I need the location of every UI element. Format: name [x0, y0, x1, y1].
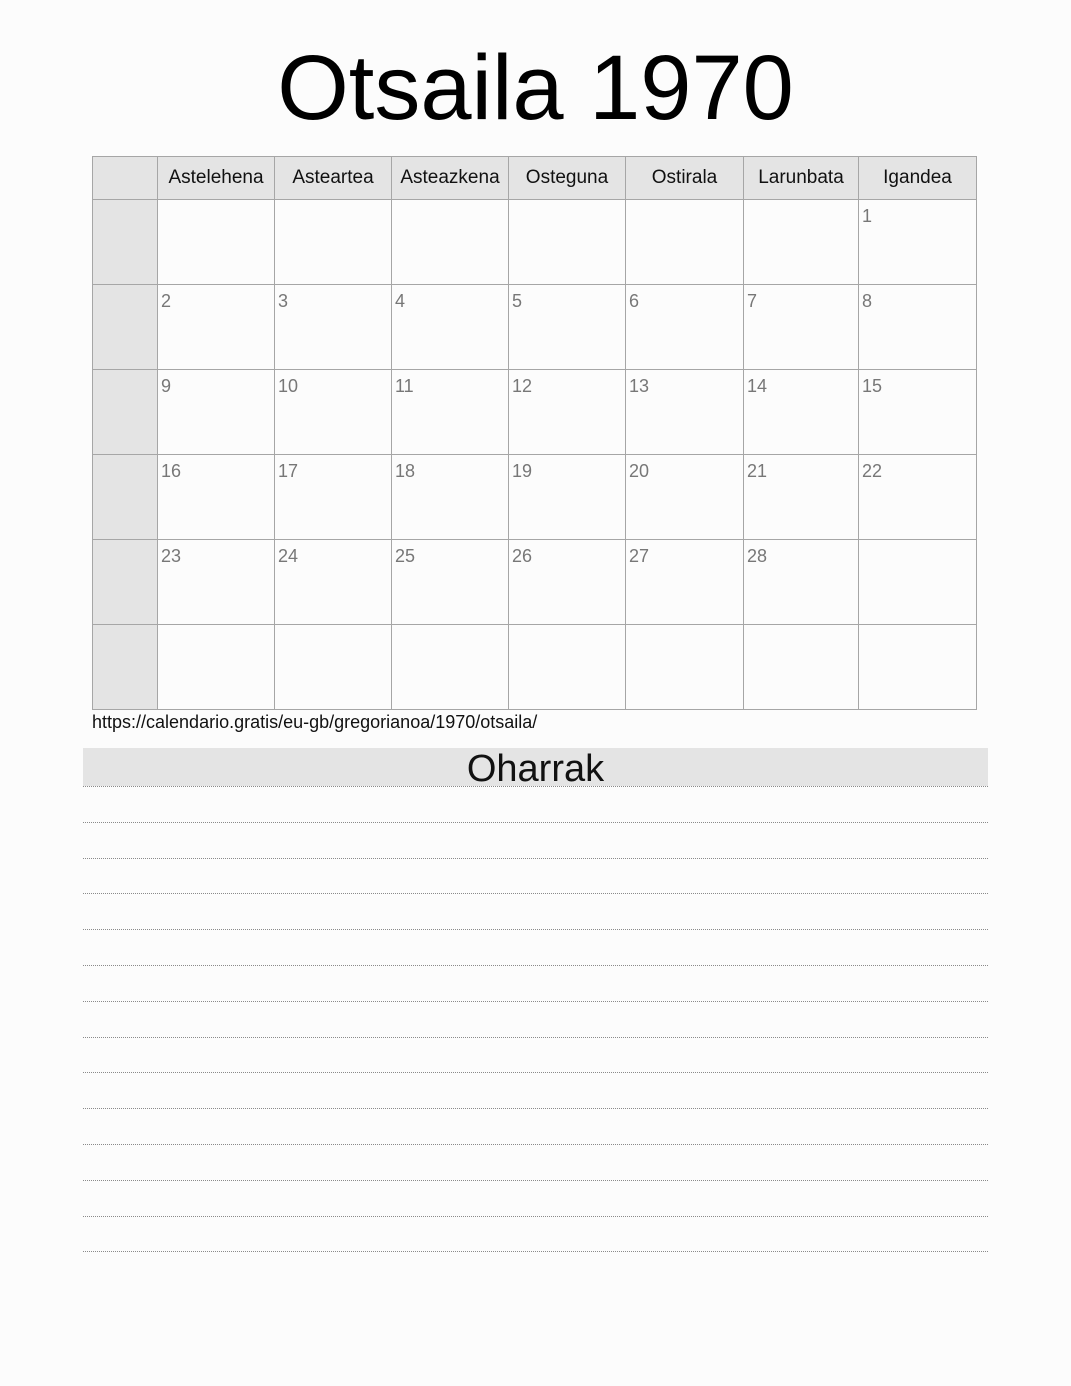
note-line — [83, 786, 988, 787]
note-line — [83, 1001, 988, 1002]
weekday-header: Igandea — [859, 157, 977, 200]
note-line — [83, 822, 988, 823]
week-number-cell — [93, 285, 158, 370]
day-cell: 7 — [744, 285, 859, 370]
day-cell: 15 — [859, 370, 977, 455]
day-cell: 5 — [509, 285, 626, 370]
day-cell — [744, 625, 859, 710]
note-line — [83, 893, 988, 894]
day-cell: 17 — [275, 455, 392, 540]
day-cell: 3 — [275, 285, 392, 370]
day-cell: 14 — [744, 370, 859, 455]
week-row — [93, 200, 977, 285]
day-cell — [859, 540, 977, 625]
week-number-cell — [93, 540, 158, 625]
day-cell — [509, 200, 626, 285]
day-cell — [158, 200, 275, 285]
day-cell — [275, 625, 392, 710]
day-cell: 13 — [626, 370, 744, 455]
week-row — [93, 370, 977, 455]
day-cell: 8 — [859, 285, 977, 370]
week-number-cell — [93, 200, 158, 285]
week-row — [93, 285, 977, 370]
day-cell: 25 — [392, 540, 509, 625]
day-cell: 28 — [744, 540, 859, 625]
day-cell: 9 — [158, 370, 275, 455]
day-cell: 21 — [744, 455, 859, 540]
weekday-header: Asteazkena — [392, 157, 509, 200]
note-line — [83, 1216, 988, 1217]
day-cell — [744, 200, 859, 285]
day-cell — [626, 625, 744, 710]
day-cell: 18 — [392, 455, 509, 540]
day-cell: 26 — [509, 540, 626, 625]
day-cell: 24 — [275, 540, 392, 625]
day-cell — [275, 200, 392, 285]
day-cell: 23 — [158, 540, 275, 625]
week-number-header — [93, 157, 158, 200]
note-line — [83, 1037, 988, 1038]
note-line — [83, 1108, 988, 1109]
weekday-header: Ostirala — [626, 157, 744, 200]
day-cell: 20 — [626, 455, 744, 540]
note-line — [83, 1144, 988, 1145]
day-cell: 11 — [392, 370, 509, 455]
day-cell — [859, 625, 977, 710]
week-row — [93, 540, 977, 625]
day-cell: 27 — [626, 540, 744, 625]
weekday-header: Osteguna — [509, 157, 626, 200]
day-cell: 16 — [158, 455, 275, 540]
day-cell: 10 — [275, 370, 392, 455]
week-row — [93, 455, 977, 540]
day-cell — [392, 625, 509, 710]
day-cell: 19 — [509, 455, 626, 540]
week-row — [93, 625, 977, 710]
page-title: Otsaila 1970 — [277, 37, 794, 139]
week-number-cell — [93, 455, 158, 540]
weekday-header-row — [93, 157, 977, 200]
day-cell: 2 — [158, 285, 275, 370]
day-cell — [392, 200, 509, 285]
notes-heading: Oharrak — [83, 748, 988, 786]
week-number-cell — [93, 370, 158, 455]
day-cell: 4 — [392, 285, 509, 370]
day-cell — [626, 200, 744, 285]
note-line — [83, 1251, 988, 1252]
weekday-header: Astelehena — [158, 157, 275, 200]
day-cell: 22 — [859, 455, 977, 540]
week-number-cell — [93, 625, 158, 710]
day-cell — [158, 625, 275, 710]
day-cell: 12 — [509, 370, 626, 455]
day-cell — [509, 625, 626, 710]
day-cell: 1 — [859, 200, 977, 285]
source-url: https://calendario.gratis/eu-gb/gregorianoa/1970/otsaila/ — [92, 712, 538, 732]
weekday-header: Larunbata — [744, 157, 859, 200]
note-line — [83, 1072, 988, 1073]
day-cell: 6 — [626, 285, 744, 370]
note-line — [83, 858, 988, 859]
note-line — [83, 929, 988, 930]
weekday-header: Asteartea — [275, 157, 392, 200]
calendar-grid — [92, 156, 977, 710]
note-line — [83, 965, 988, 966]
note-line — [83, 1180, 988, 1181]
